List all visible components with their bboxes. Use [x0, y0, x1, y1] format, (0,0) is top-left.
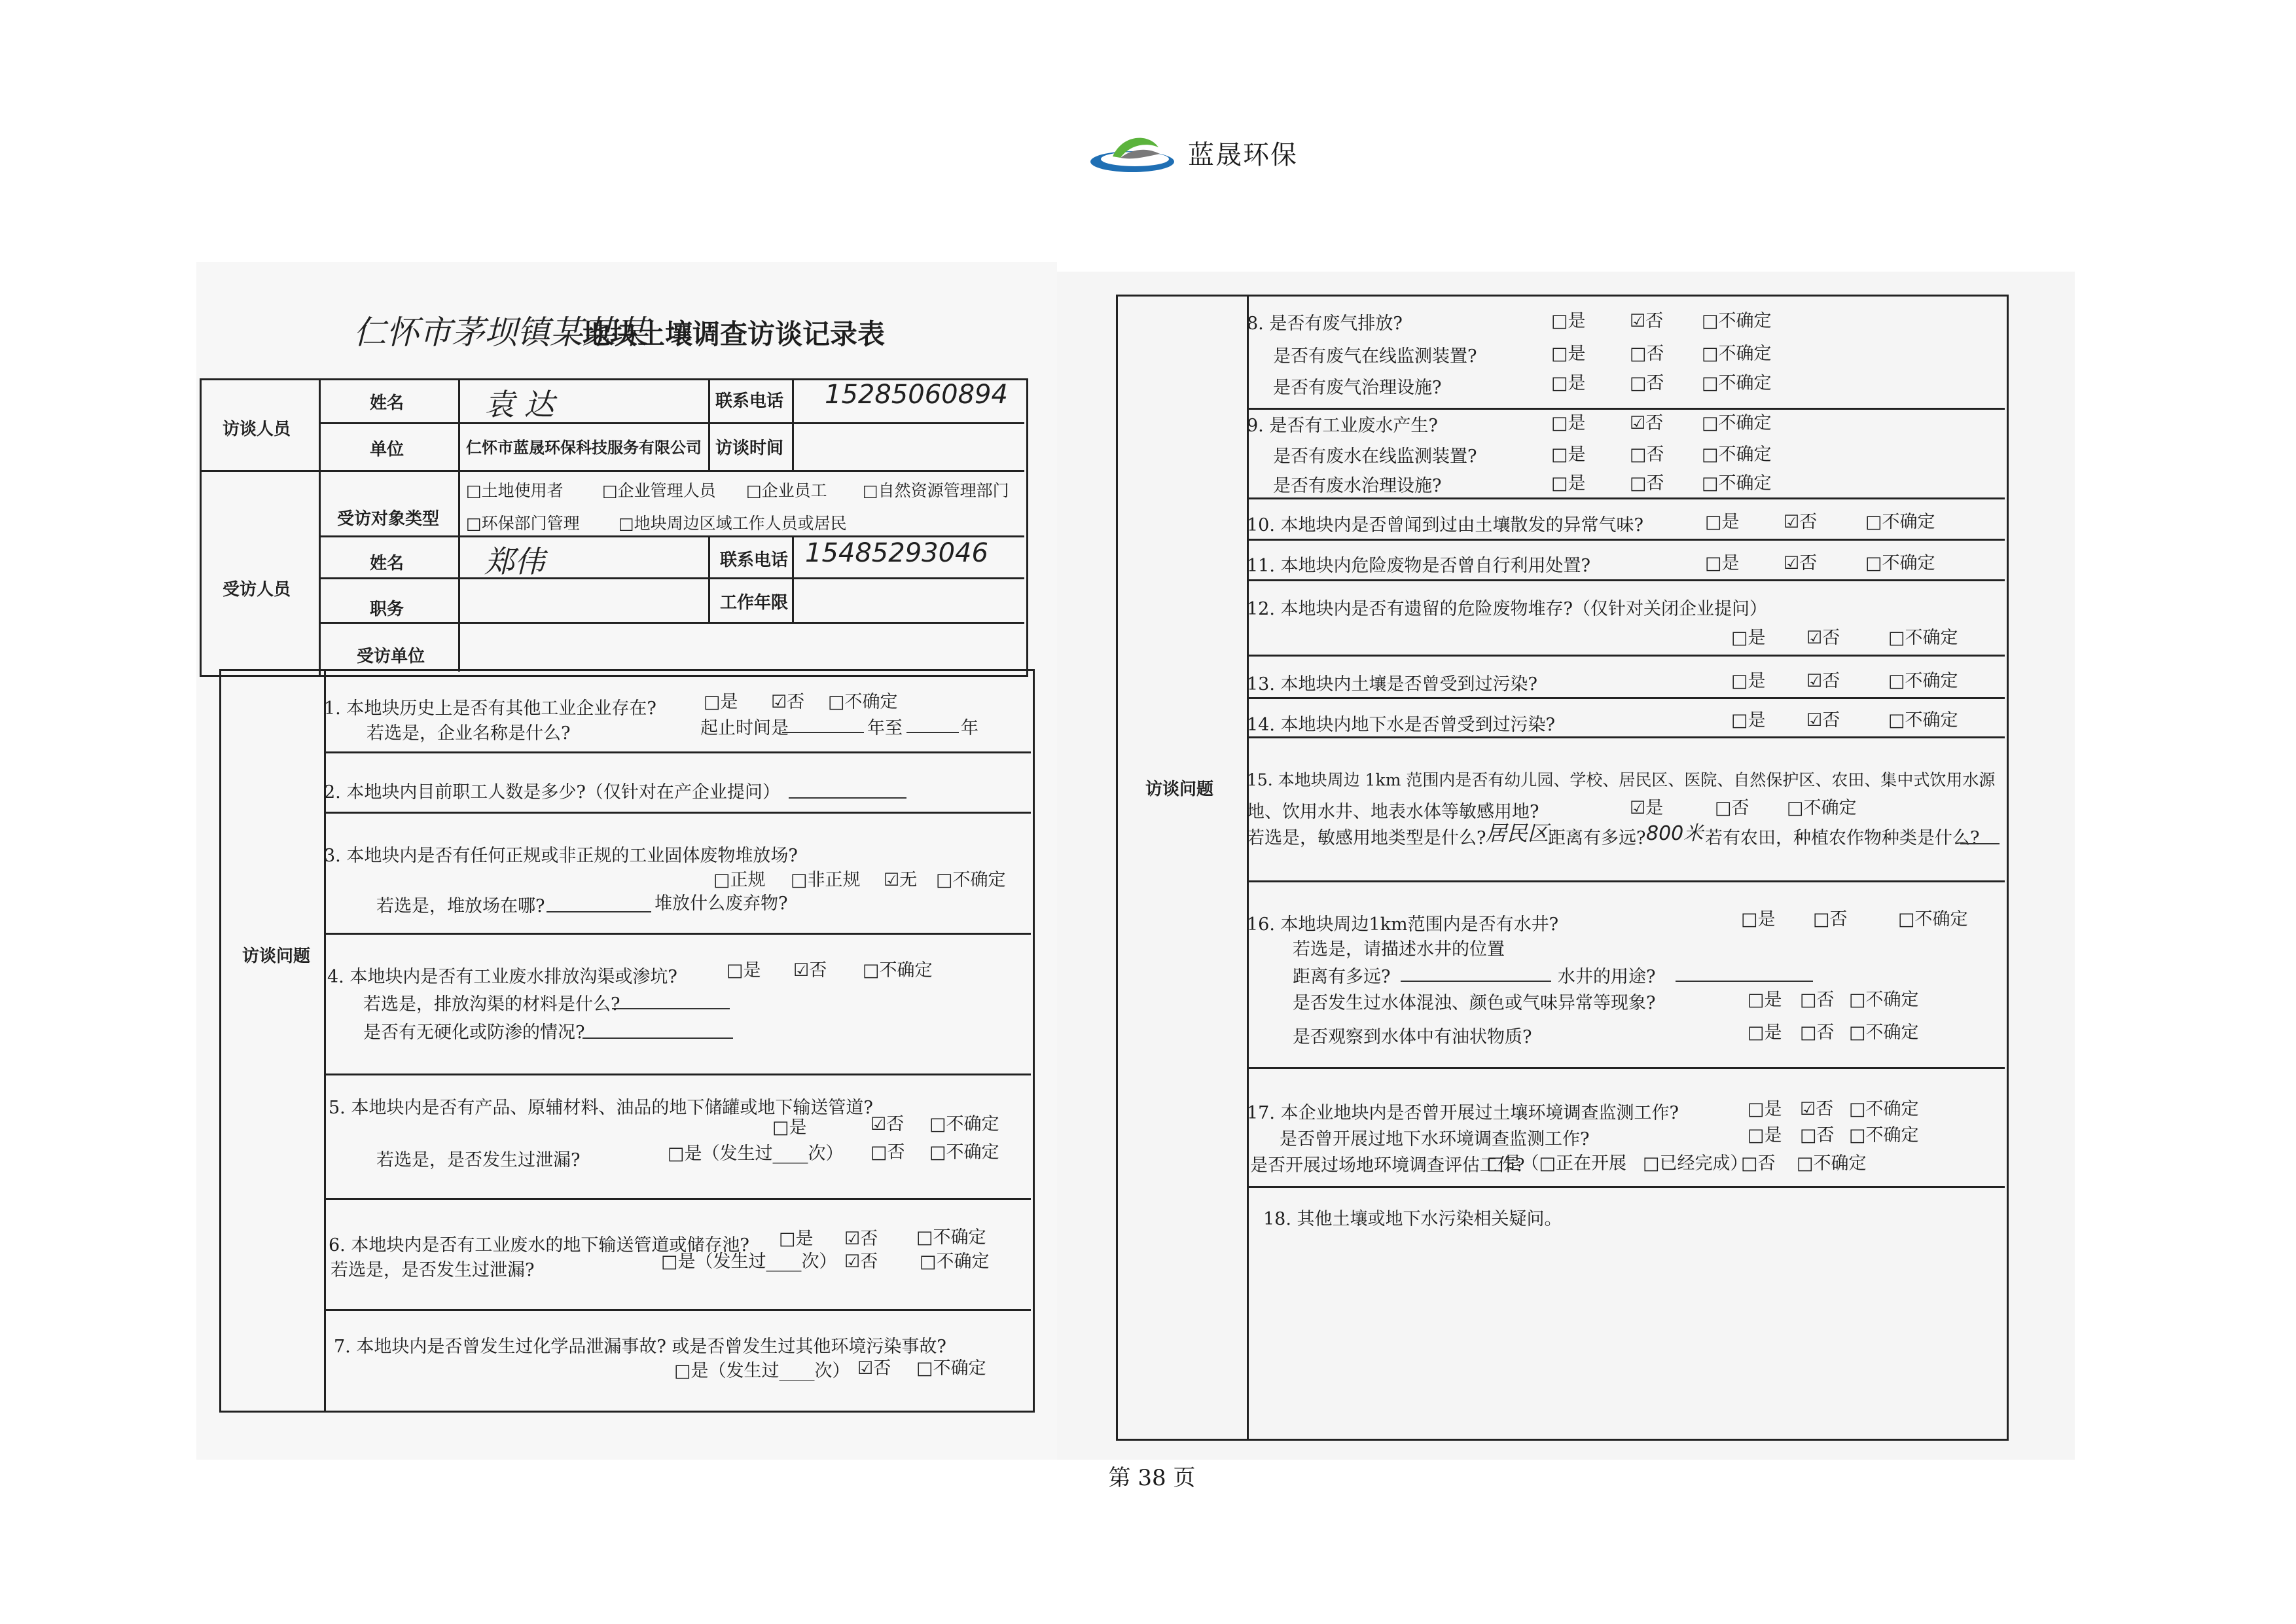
- q16-sub-oil-no[interactable]: □否: [1800, 1022, 1835, 1043]
- right-questions-label: 访谈问题: [1145, 780, 1214, 799]
- q9a-yes[interactable]: □是: [1551, 444, 1586, 465]
- form-title-handwritten: 仁怀市茅坝镇某某某: [353, 314, 648, 352]
- q7-yes[interactable]: □是（发生过____次）: [674, 1361, 850, 1381]
- interviewer-unit-value: 仁怀市蓝晟环保科技服务有限公司: [466, 438, 702, 457]
- q8-no[interactable]: ☑否: [1630, 311, 1664, 331]
- interviewee-unit-label: 受访单位: [357, 647, 425, 666]
- q9-unsure[interactable]: □不确定: [1702, 413, 1772, 433]
- q1-sub: 若选是，企业名称是什么?: [367, 723, 571, 744]
- interviewee-type-label: 受访对象类型: [337, 509, 440, 529]
- q9b-yes[interactable]: □是: [1551, 473, 1586, 494]
- interviewer-name-value: 袁 达: [484, 387, 554, 422]
- q3-none[interactable]: ☑无: [884, 870, 918, 890]
- q9b-no[interactable]: □否: [1630, 473, 1664, 494]
- q12-no[interactable]: ☑否: [1806, 628, 1840, 648]
- q11-no[interactable]: ☑否: [1784, 553, 1818, 573]
- q4-text: 4. 本地块内是否有工业废水排放沟渠或渗坑?: [327, 967, 677, 987]
- q12-text: 12. 本地块内是否有遗留的危险废物堆存?（仅针对关闭企业提问）: [1247, 599, 1767, 619]
- form-title: 地块土壤调查访谈记录表: [583, 318, 886, 350]
- right-questions-table: [1116, 295, 2009, 1441]
- q14-yes[interactable]: □是: [1731, 710, 1766, 731]
- q15-no[interactable]: □否: [1715, 798, 1749, 818]
- q5-unsure[interactable]: □不确定: [929, 1114, 999, 1134]
- q3-sub-what: 堆放什么废弃物?: [655, 893, 788, 914]
- q7-unsure[interactable]: □不确定: [916, 1358, 986, 1379]
- q15-sub-distance: 距离有多远?: [1548, 828, 1646, 848]
- q2-text: 2. 本地块内目前职工人数是多少?（仅针对在产企业提问）: [324, 782, 780, 803]
- q17-text: 17. 本企业地块内是否曾开展过土壤环境调查监测工作?: [1247, 1103, 1679, 1123]
- q8a-text: 是否有废气在线监测装置?: [1273, 346, 1477, 367]
- q16-sub-oil: 是否观察到水体中有油状物质?: [1293, 1027, 1532, 1047]
- q5-text: 5. 本地块内是否有产品、原辅材料、油品的地下储罐或地下输送管道?: [329, 1098, 873, 1118]
- q6-sub-unsure[interactable]: □不确定: [920, 1252, 990, 1272]
- logo-text: 蓝晟环保: [1188, 140, 1298, 170]
- q8b-text: 是否有废气治理设施?: [1273, 378, 1442, 398]
- q13-no[interactable]: ☑否: [1806, 671, 1840, 691]
- q8-yes[interactable]: □是: [1551, 311, 1586, 331]
- q1-year-to: 年: [961, 718, 978, 738]
- q5-sub-no[interactable]: □否: [870, 1142, 905, 1163]
- q13-yes[interactable]: □是: [1731, 671, 1766, 691]
- q10-yes[interactable]: □是: [1705, 512, 1740, 532]
- q7-no[interactable]: ☑否: [857, 1358, 891, 1379]
- q15-text-line1: 15. 本地块周边 1km 范围内是否有幼儿园、学校、居民区、医院、自然保护区、农田、集中式饮用水源: [1247, 770, 1996, 789]
- q16-sub-abnormal-no[interactable]: □否: [1800, 990, 1835, 1010]
- q6-no[interactable]: ☑否: [844, 1229, 878, 1249]
- q6-yes[interactable]: □是: [779, 1229, 814, 1249]
- q9b-text: 是否有废水治理设施?: [1273, 476, 1442, 496]
- q15-unsure[interactable]: □不确定: [1787, 798, 1857, 818]
- q3-unsure[interactable]: □不确定: [936, 870, 1006, 890]
- q12-yes[interactable]: □是: [1731, 628, 1766, 648]
- q9-text: 9. 是否有工业废水产生?: [1247, 416, 1438, 436]
- q11-unsure[interactable]: □不确定: [1865, 553, 1935, 573]
- q16-yes[interactable]: □是: [1741, 909, 1776, 929]
- q17b-done[interactable]: □已经完成）: [1643, 1153, 1748, 1174]
- q13-text: 13. 本地块内土壤是否曾受到过污染?: [1247, 674, 1537, 695]
- interviewee-name-label: 姓名: [370, 554, 404, 573]
- q10-no[interactable]: ☑否: [1784, 512, 1818, 532]
- q11-yes[interactable]: □是: [1705, 553, 1740, 573]
- q1-no[interactable]: ☑否: [771, 692, 805, 712]
- q9a-unsure[interactable]: □不确定: [1702, 444, 1772, 465]
- q5-sub-unsure[interactable]: □不确定: [929, 1142, 999, 1163]
- interviewee-section-label: 受访人员: [223, 580, 291, 600]
- type-option-nearby-resident[interactable]: □地块周边区域工作人员或居民: [619, 514, 847, 533]
- q6-sub: 若选是，是否发生过泄漏?: [331, 1260, 535, 1280]
- q4-sub-material: 若选是，排放沟渠的材料是什么?: [363, 994, 620, 1015]
- q7-text: 7. 本地块内是否曾发生过化学品泄漏事故? 或是否曾发生过其他环境污染事故?: [334, 1337, 946, 1357]
- q16-sub-use: 水井的用途?: [1558, 967, 1656, 987]
- q4-no[interactable]: ☑否: [793, 960, 827, 981]
- q8a-no[interactable]: □否: [1630, 344, 1664, 364]
- q15-hand-type: 居民区: [1486, 821, 1549, 846]
- q3-informal[interactable]: □非正规: [791, 870, 861, 890]
- q16-text: 16. 本地块周边1km范围内是否有水井?: [1247, 914, 1559, 935]
- interviewee-name-value: 郑伟: [484, 544, 545, 579]
- interviewer-unit-label: 单位: [370, 440, 404, 460]
- interviewer-name-label: 姓名: [370, 393, 404, 413]
- q8-unsure[interactable]: □不确定: [1702, 311, 1772, 331]
- q1-time: 起止时间是: [700, 718, 789, 738]
- q17-no[interactable]: ☑否: [1800, 1099, 1834, 1119]
- q16-sub-distance: 距离有多远?: [1293, 967, 1391, 987]
- page-number: 第 38 页: [1108, 1465, 1196, 1491]
- q1-text: 1. 本地块历史上是否有其他工业企业存在?: [324, 698, 656, 719]
- q8b-unsure[interactable]: □不确定: [1702, 373, 1772, 393]
- interviewee-phone-label: 联系电话: [720, 550, 789, 570]
- q16-no[interactable]: □否: [1813, 909, 1848, 929]
- q1-yes[interactable]: □是: [704, 692, 738, 712]
- q17a-yes[interactable]: □是: [1748, 1125, 1782, 1146]
- q17b-ongoing[interactable]: □是（□正在开展: [1487, 1153, 1627, 1174]
- q17-yes[interactable]: □是: [1748, 1099, 1782, 1119]
- q4-yes[interactable]: □是: [726, 960, 761, 981]
- q17b-no[interactable]: □否: [1741, 1153, 1776, 1174]
- q17b-unsure[interactable]: □不确定: [1797, 1153, 1867, 1174]
- q14-unsure[interactable]: □不确定: [1888, 710, 1958, 731]
- q8a-yes[interactable]: □是: [1551, 344, 1586, 364]
- q17a-unsure[interactable]: □不确定: [1849, 1125, 1919, 1146]
- q16-sub-location: 若选是，请描述水井的位置: [1293, 939, 1505, 960]
- q9-yes[interactable]: □是: [1551, 413, 1586, 433]
- q8b-yes[interactable]: □是: [1551, 373, 1586, 393]
- duty-label: 职务: [370, 600, 404, 619]
- interviewee-phone-value: 15485293046: [805, 538, 988, 568]
- q11-text: 11. 本地块内危险废物是否曾自行利用处置?: [1247, 556, 1590, 576]
- q8a-unsure[interactable]: □不确定: [1702, 344, 1772, 364]
- q17-unsure[interactable]: □不确定: [1849, 1099, 1919, 1119]
- q16-sub-abnormal-yes[interactable]: □是: [1748, 990, 1782, 1010]
- q4-unsure[interactable]: □不确定: [863, 960, 933, 981]
- q9-no[interactable]: ☑否: [1630, 413, 1664, 433]
- q9a-no[interactable]: □否: [1630, 444, 1664, 465]
- q16-sub-oil-unsure[interactable]: □不确定: [1849, 1022, 1919, 1043]
- interview-time-label: 访谈时间: [715, 439, 784, 458]
- q12-unsure[interactable]: □不确定: [1888, 628, 1958, 648]
- type-option-env-dept[interactable]: □环保部门管理: [466, 514, 580, 533]
- q15-sub-crops: 若有农田，种植农作物种类是什么?: [1705, 828, 1980, 848]
- interviewer-section-label: 访谈人员: [223, 420, 291, 439]
- q5-no[interactable]: ☑否: [870, 1114, 905, 1134]
- work-years-label: 工作年限: [720, 593, 789, 613]
- q6-sub-no[interactable]: ☑否: [844, 1252, 878, 1272]
- interviewer-phone-value: 15285060894: [825, 380, 1008, 410]
- q1-year-from: 年至: [867, 718, 903, 738]
- q8b-no[interactable]: □否: [1630, 373, 1664, 393]
- q3-sub-where: 若选是，堆放场在哪?: [376, 896, 545, 916]
- interviewer-phone-label: 联系电话: [715, 391, 784, 411]
- q15-sub-type: 若选是，敏感用地类型是什么?: [1247, 828, 1486, 848]
- q3-text: 3. 本地块内是否有任何正规或非正规的工业固体废物堆放场?: [324, 846, 798, 866]
- type-option-manager[interactable]: □企业管理人员: [602, 481, 716, 500]
- type-option-employee[interactable]: □企业员工: [746, 481, 827, 500]
- q10-unsure[interactable]: □不确定: [1865, 512, 1935, 532]
- q17b-text: 是否开展过场地环境调查评估工作?: [1250, 1155, 1525, 1176]
- q13-unsure[interactable]: □不确定: [1888, 671, 1958, 691]
- logo-emblem-icon: [1086, 128, 1178, 180]
- q4-sub-seepage: 是否有无硬化或防渗的情况?: [363, 1022, 585, 1043]
- q17a-text: 是否曾开展过地下水环境调查监测工作?: [1280, 1129, 1590, 1149]
- q15-hand-distance: 800米: [1646, 822, 1704, 845]
- q6-unsure[interactable]: □不确定: [916, 1227, 986, 1248]
- type-option-resource-dept[interactable]: □自然资源管理部门: [863, 481, 1009, 500]
- q15-yes[interactable]: ☑是: [1630, 798, 1664, 818]
- q16-sub-abnormal-unsure[interactable]: □不确定: [1849, 990, 1919, 1010]
- q16-sub-oil-yes[interactable]: □是: [1748, 1022, 1782, 1043]
- q5-yes[interactable]: □是: [772, 1117, 807, 1138]
- q5-sub-yes[interactable]: □是（发生过____次）: [668, 1144, 844, 1164]
- q14-text: 14. 本地块内地下水是否曾受到过污染?: [1247, 715, 1555, 735]
- q16-sub-abnormal: 是否发生过水体混浊、颜色或气味异常等现象?: [1293, 993, 1656, 1013]
- q9b-unsure[interactable]: □不确定: [1702, 473, 1772, 494]
- q9a-text: 是否有废水在线监测装置?: [1273, 446, 1477, 467]
- left-questions-label: 访谈问题: [242, 947, 311, 966]
- q16-unsure[interactable]: □不确定: [1898, 909, 1968, 929]
- q14-no[interactable]: ☑否: [1806, 710, 1840, 731]
- q18-text: 18. 其他土壤或地下水污染相关疑问。: [1263, 1209, 1562, 1229]
- q15-text-line2: 地、饮用水井、地表水体等敏感用地?: [1247, 802, 1539, 822]
- q10-text: 10. 本地块内是否曾闻到过由土壤散发的异常气味?: [1247, 515, 1643, 535]
- q3-formal[interactable]: □正规: [713, 870, 766, 890]
- q6-text: 6. 本地块内是否有工业废水的地下输送管道或储存池?: [329, 1235, 749, 1255]
- q6-sub-yes[interactable]: □是（发生过____次）: [661, 1252, 837, 1272]
- q5-sub: 若选是，是否发生过泄漏?: [376, 1150, 581, 1170]
- q1-unsure[interactable]: □不确定: [828, 692, 898, 712]
- q17a-no[interactable]: □否: [1800, 1125, 1835, 1146]
- type-option-land-user[interactable]: □土地使用者: [466, 481, 564, 500]
- q8-text: 8. 是否有废气排放?: [1247, 314, 1403, 334]
